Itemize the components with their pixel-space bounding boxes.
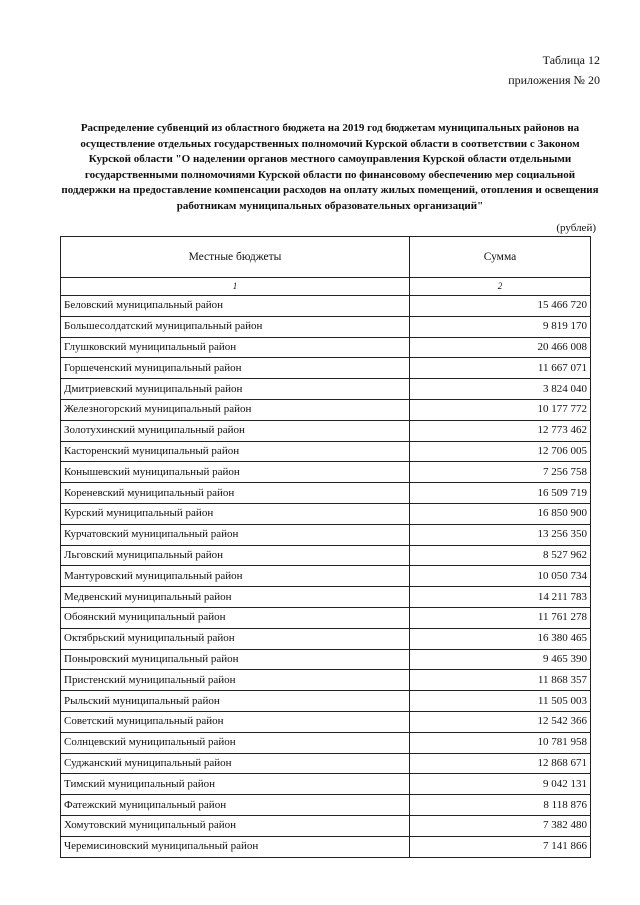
units-label: (рублей): [556, 222, 596, 234]
table-row: [61, 524, 591, 545]
subsidy-amount: 12 868 671: [410, 753, 591, 774]
subsidy-amount: 9 042 131: [410, 774, 591, 795]
subsidy-amount: 8 527 962: [410, 545, 591, 566]
table-row: [61, 358, 591, 379]
district-name: Медвенский муниципальный район: [61, 587, 410, 608]
subsidy-amount: 11 505 003: [410, 691, 591, 712]
table-reference: [508, 50, 600, 90]
subsidy-amount: 10 781 958: [410, 732, 591, 753]
district-name: Пристенский муниципальный район: [61, 670, 410, 691]
subsidy-amount: 13 256 350: [410, 524, 591, 545]
district-name: Льговский муниципальный район: [61, 545, 410, 566]
district-name: Фатежский муниципальный район: [61, 795, 410, 816]
district-name: Мантуровский муниципальный район: [61, 566, 410, 587]
table-row: [61, 441, 591, 462]
column-header-budgets: Местные бюджеты: [61, 237, 410, 278]
subsidy-amount: 12 542 366: [410, 711, 591, 732]
district-name: Конышевский муниципальный район: [61, 462, 410, 483]
table-row: [61, 753, 591, 774]
column-numbers-row: [61, 278, 591, 296]
subsidy-amount: 9 465 390: [410, 649, 591, 670]
district-name: Поныровский муниципальный район: [61, 649, 410, 670]
table-row: [61, 774, 591, 795]
subsidy-amount: 9 819 170: [410, 316, 591, 337]
district-name: Рыльский муниципальный район: [61, 691, 410, 712]
subsidy-amount: 11 761 278: [410, 607, 591, 628]
table-row: [61, 670, 591, 691]
table-row: [61, 545, 591, 566]
district-name: Железногорский муниципальный район: [61, 399, 410, 420]
column-number-1: 1: [61, 278, 410, 296]
district-name: Советский муниципальный район: [61, 711, 410, 732]
table-row: [61, 628, 591, 649]
district-name: Касторенский муниципальный район: [61, 441, 410, 462]
subsidy-amount: 12 706 005: [410, 441, 591, 462]
table-row: [61, 503, 591, 524]
subsidy-amount: 16 380 465: [410, 628, 591, 649]
table-header-row: [61, 237, 591, 278]
table-row: [61, 399, 591, 420]
district-name: Октябрьский муниципальный район: [61, 628, 410, 649]
district-name: Хомутовский муниципальный район: [61, 815, 410, 836]
table-number: Таблица 12: [542, 53, 600, 67]
table-row: [61, 420, 591, 441]
document-title: Распределение субвенций из областного бюджета на 2019 год бюджетам муниципальных районов на осуществление отдельных государственных полномочий Курской области в соответствии с Законом Курской области "О наделении органов местного самоуправления Курской области отдельными государственными полномочиями Курской области по финансовому обеспечению мер социальной поддержки на предоставление компенсации расходов на оплату жилых помещений, отопления и освещения работникам муниципальных образовательных организаций": [61, 122, 599, 212]
table-row: [61, 836, 591, 857]
subsidy-amount: 7 256 758: [410, 462, 591, 483]
table-row: [61, 732, 591, 753]
district-name: Черемисиновский муниципальный район: [61, 836, 410, 857]
district-name: Курский муниципальный район: [61, 503, 410, 524]
table-row: [61, 296, 591, 317]
district-name: Дмитриевский муниципальный район: [61, 379, 410, 400]
table-row: [61, 795, 591, 816]
subsidy-amount: 10 177 772: [410, 399, 591, 420]
subsidy-amount: 11 667 071: [410, 358, 591, 379]
subsidy-amount: 7 141 866: [410, 836, 591, 857]
subsidy-amount: 15 466 720: [410, 296, 591, 317]
subsidy-amount: 3 824 040: [410, 379, 591, 400]
district-name: Солнцевский муниципальный район: [61, 732, 410, 753]
district-name: Беловский муниципальный район: [61, 296, 410, 317]
table-row: [61, 316, 591, 337]
table-row: [61, 566, 591, 587]
district-name: Золотухинский муниципальный район: [61, 420, 410, 441]
column-number-2: 2: [410, 278, 591, 296]
subsidy-amount: 14 211 783: [410, 587, 591, 608]
subsidy-amount: 11 868 357: [410, 670, 591, 691]
subsidy-amount: 20 466 008: [410, 337, 591, 358]
district-name: Кореневский муниципальный район: [61, 483, 410, 504]
subsidy-amount: 10 050 734: [410, 566, 591, 587]
district-name: Курчатовский муниципальный район: [61, 524, 410, 545]
district-name: Большесолдатский муниципальный район: [61, 316, 410, 337]
subsidy-amount: 7 382 480: [410, 815, 591, 836]
column-header-sum: Сумма: [410, 237, 591, 278]
district-name: Суджанский муниципальный район: [61, 753, 410, 774]
district-name: Глушковский муниципальный район: [61, 337, 410, 358]
table-row: [61, 649, 591, 670]
subsidy-amount: 8 118 876: [410, 795, 591, 816]
subsidy-amount: 16 509 719: [410, 483, 591, 504]
district-name: Горшеченский муниципальный район: [61, 358, 410, 379]
table-row: [61, 379, 591, 400]
district-name: Тимский муниципальный район: [61, 774, 410, 795]
table-row: [61, 691, 591, 712]
subsidy-table: [60, 236, 591, 858]
table-row: [61, 587, 591, 608]
subsidy-amount: 16 850 900: [410, 503, 591, 524]
subsidy-amount: 12 773 462: [410, 420, 591, 441]
table-row: [61, 337, 591, 358]
table-row: [61, 607, 591, 628]
table-row: [61, 815, 591, 836]
table-row: [61, 711, 591, 732]
district-name: Обоянский муниципальный район: [61, 607, 410, 628]
table-row: [61, 483, 591, 504]
table-row: [61, 462, 591, 483]
appendix-number: приложения № 20: [508, 73, 600, 87]
